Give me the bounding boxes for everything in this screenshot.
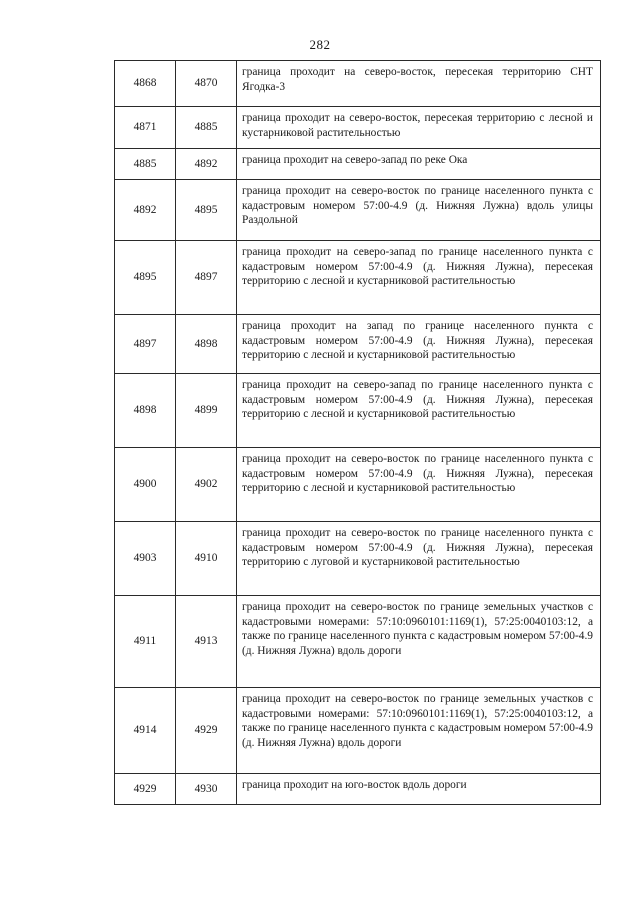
point-from-cell: 4897 bbox=[115, 315, 176, 374]
table-row bbox=[115, 596, 601, 688]
point-to-cell: 4899 bbox=[176, 374, 237, 448]
table-row bbox=[115, 374, 601, 448]
point-to-cell: 4898 bbox=[176, 315, 237, 374]
table-row bbox=[115, 688, 601, 774]
point-to-cell: 4897 bbox=[176, 241, 237, 315]
boundary-description-cell: граница проходит на северо-запад по реке Ока bbox=[237, 149, 601, 180]
point-to-cell: 4902 bbox=[176, 448, 237, 522]
table-row bbox=[115, 107, 601, 149]
table-row bbox=[115, 61, 601, 107]
boundary-description-cell: граница проходит на северо-запад по границе населенного пункта с кадастровым номером 57:00-4.9 (д. Нижняя Лужна), пересекая территорию с лесной и кустарниковой растительностью bbox=[237, 241, 601, 315]
point-to-cell: 4892 bbox=[176, 149, 237, 180]
boundary-description-cell: граница проходит на северо-восток по границе населенного пункта с кадастровым номером 57:00-4.9 (д. Нижняя Лужна), пересекая территорию с лесной и кустарниковой растительностью bbox=[237, 448, 601, 522]
boundary-description-cell: граница проходит на северо-восток по границе земельных участков с кадастровыми номерами: 57:10:0960101:1169(1), 57:25:0040103:12, а также по границе населенного пункта с кадастровым номером 57:00-4.9 (д. Нижняя Лужна) вдоль дороги bbox=[237, 688, 601, 774]
table-row bbox=[115, 774, 601, 805]
boundary-description-cell: граница проходит на запад по границе населенного пункта с кадастровым номером 57:00-4.9 (д. Нижняя Лужна), пересекая территорию с лесной и кустарниковой растительностью bbox=[237, 315, 601, 374]
point-from-cell: 4914 bbox=[115, 688, 176, 774]
point-to-cell: 4930 bbox=[176, 774, 237, 805]
boundary-description-cell: граница проходит на северо-восток, пересекая территорию СНТ Ягодка-3 bbox=[237, 61, 601, 107]
boundary-description-cell: граница проходит на юго-восток вдоль дороги bbox=[237, 774, 601, 805]
boundary-description-cell: граница проходит на северо-восток по границе земельных участков с кадастровыми номерами: 57:10:0960101:1169(1), 57:25:0040103:12, а также по границе населенного пункта с кадастровым номером 57:00-4.9 (д. Нижняя Лужна) вдоль дороги bbox=[237, 596, 601, 688]
boundary-description-cell: граница проходит на северо-восток, пересекая территорию с лесной и кустарниковой растительностью bbox=[237, 107, 601, 149]
table-row bbox=[115, 241, 601, 315]
table-row bbox=[115, 315, 601, 374]
table-row bbox=[115, 149, 601, 180]
page-number: 282 bbox=[309, 37, 331, 52]
boundary-table bbox=[114, 60, 601, 805]
table-row bbox=[115, 448, 601, 522]
point-from-cell: 4871 bbox=[115, 107, 176, 149]
point-to-cell: 4913 bbox=[176, 596, 237, 688]
boundary-description-cell: граница проходит на северо-восток по границе населенного пункта с кадастровым номером 57:00-4.9 (д. Нижняя Лужна), пересекая территорию с луговой и кустарниковой растительностью bbox=[237, 522, 601, 596]
table-row bbox=[115, 522, 601, 596]
point-from-cell: 4911 bbox=[115, 596, 176, 688]
point-from-cell: 4900 bbox=[115, 448, 176, 522]
point-from-cell: 4903 bbox=[115, 522, 176, 596]
point-to-cell: 4895 bbox=[176, 180, 237, 241]
point-to-cell: 4929 bbox=[176, 688, 237, 774]
point-from-cell: 4895 bbox=[115, 241, 176, 315]
table-row bbox=[115, 180, 601, 241]
point-from-cell: 4892 bbox=[115, 180, 176, 241]
point-to-cell: 4885 bbox=[176, 107, 237, 149]
point-from-cell: 4868 bbox=[115, 61, 176, 107]
point-to-cell: 4910 bbox=[176, 522, 237, 596]
boundary-description-cell: граница проходит на северо-восток по границе населенного пункта с кадастровым номером 57:00-4.9 (д. Нижняя Лужна) вдоль улицы Раздольной bbox=[237, 180, 601, 241]
point-from-cell: 4929 bbox=[115, 774, 176, 805]
point-from-cell: 4898 bbox=[115, 374, 176, 448]
boundary-description-cell: граница проходит на северо-запад по границе населенного пункта с кадастровым номером 57:00-4.9 (д. Нижняя Лужна), пересекая территорию с лесной и кустарниковой растительностью bbox=[237, 374, 601, 448]
point-from-cell: 4885 bbox=[115, 149, 176, 180]
point-to-cell: 4870 bbox=[176, 61, 237, 107]
